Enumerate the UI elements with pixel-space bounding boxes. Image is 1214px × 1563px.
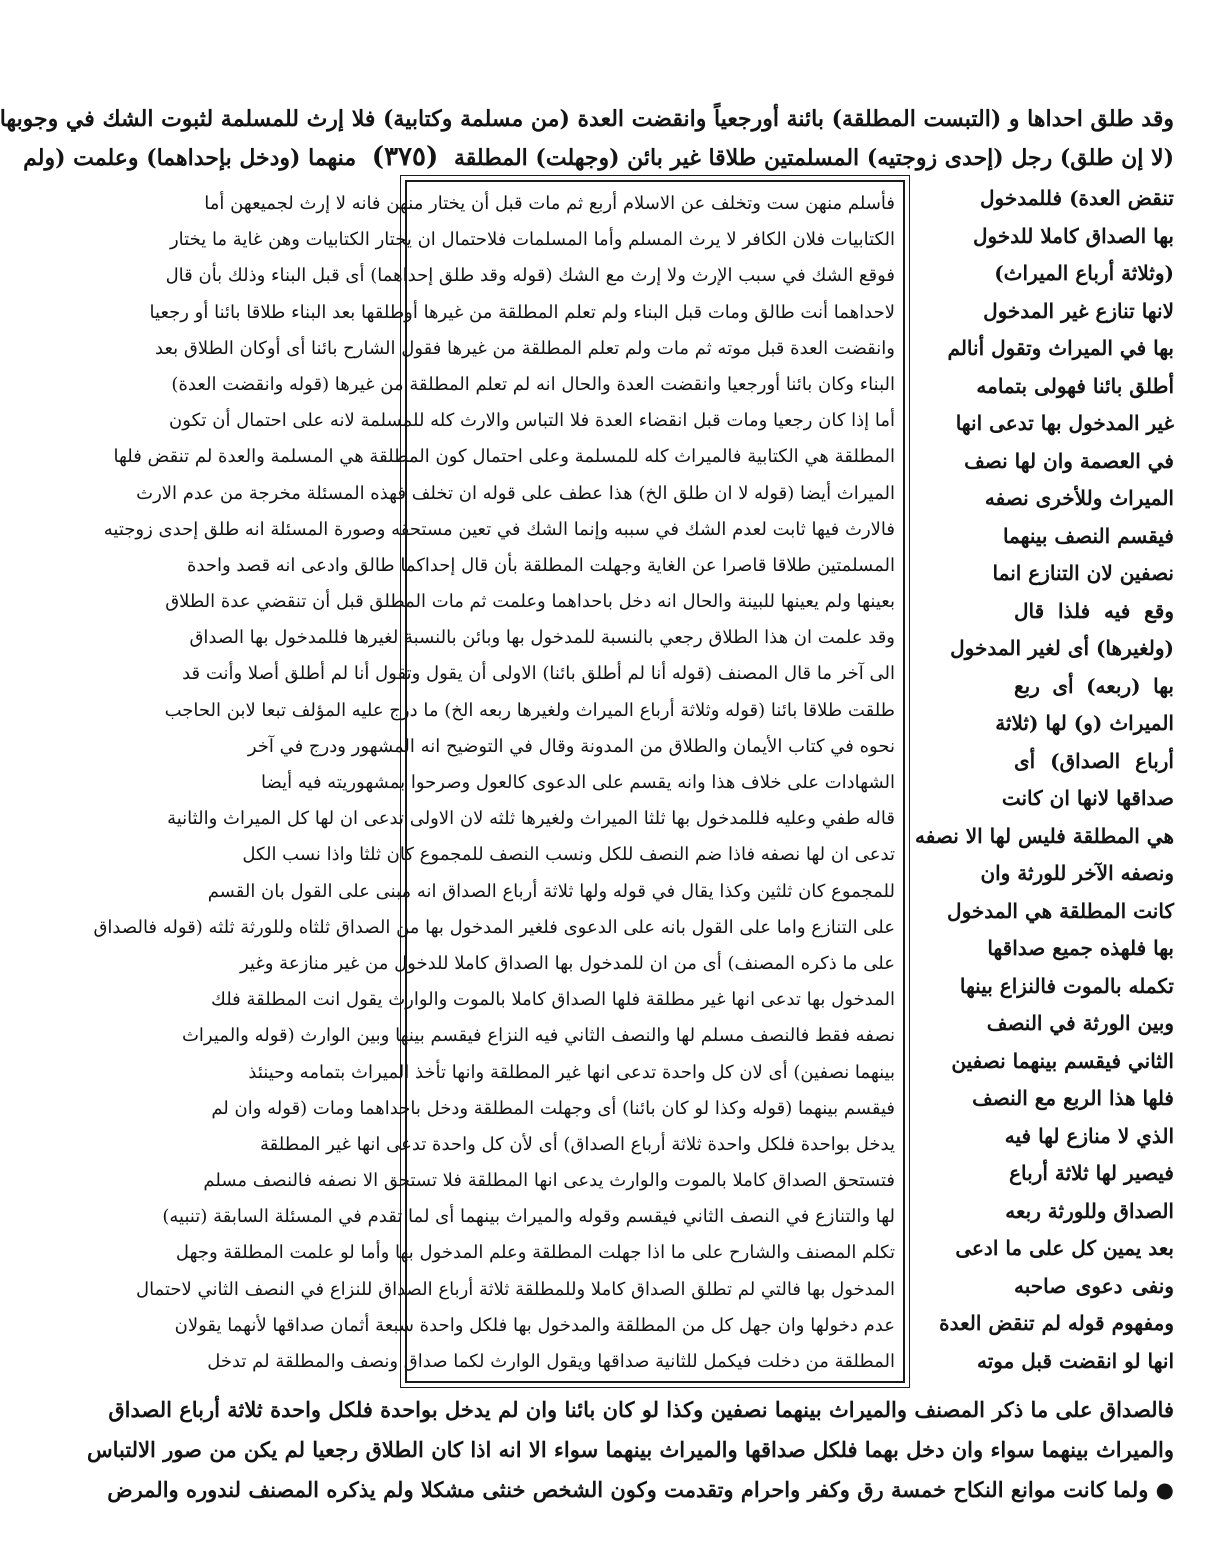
side-text-line: بعد يمين كل على ما ادعى [955, 1236, 1174, 1260]
main-text-line: تكلم المصنف والشارح على ما اذا جهلت المطلقة وعلم المدخول بها وأما لو علمت المطلقة وجهل [175, 1242, 895, 1264]
side-text-line: هي المطلقة فليس لها الا نصفه [915, 823, 1174, 848]
side-commentary-column [915, 180, 1174, 1385]
side-text-line: وقع فيه فلذا قال [1014, 598, 1174, 623]
main-text-line: فالارث فيها ثابت لعدم الشك في سببه وإنما الشك في تعين مستحقه وصورة المسئلة انه طلق إحدى زوجتيه [103, 518, 895, 540]
footer-text-line: ● ولما كانت موانع النكاح خمسة رق وكفر واحرام وتقدمت وكون الشخص خنثى مشكلا ولم يذكره المصنف لندوره والمرض [107, 1477, 1174, 1502]
side-text-line: تنقض العدة) فللمدخول [980, 186, 1174, 210]
main-text-line: الشهادات على خلاف هذا وانه يقسم على الدعوى كالعول وصرحوا بمشهوريته فيه أيضا [261, 772, 895, 793]
side-text-line: فلها هذا الربع مع النصف [972, 1086, 1174, 1110]
main-text-line: نحوه في كتاب الأيمان والطلاق من المدونة وقال في التوضيح انه المشهور ودرج في آخر [247, 735, 895, 757]
side-text-line: الميراث (و) لها (ثلاثة [995, 711, 1174, 735]
main-text-line: فيقسم بينهما (قوله وكذا لو كان بائنا) أى وجهلت المطلقة ودخل باحداهما ومات (قوله وان لم [211, 1097, 895, 1119]
side-text-line: وبين الورثة في النصف [986, 1011, 1174, 1035]
header-text [0, 100, 1174, 177]
side-text-line: غير المدخول بها تدعى انها [955, 411, 1174, 435]
side-text-line: بها فلهذه جميع صداقها [987, 936, 1174, 960]
footer-text-line: والميراث بينهما سواء وان دخل بهما فلكل صداقها والميراث بينهما سواء الا انه اذا كان الطلاق رجعيا لم يكن من صور الالتباس [86, 1437, 1174, 1462]
main-text-line: المطلقة هي الكتابية فالميراث كله للمسلمة وعلى احتمال كون المطلقة هي المسلمة والعدة لم تنقض فلها [113, 446, 895, 468]
main-text-line: على ما ذكره المصنف) أى من ان للمدخول بها الصداق كاملا للدخول من غير منازعة وغير [239, 952, 895, 974]
main-text-line: أما إذا كان رجعيا ومات قبل انقضاء العدة فلا التباس والارث كله للمسلمة لانه على احتمال أن تكون [169, 410, 895, 432]
side-text-line: في العصمة وان لها نصف [964, 448, 1174, 473]
footer-text-line: فالصداق على ما ذكر المصنف والميراث بينهما نصفين وكذا لو كان بائنا وان لم يدخل بواحدة فلكل واحدة ثلاثة أرباع الصداق [108, 1397, 1174, 1422]
side-text-line: بها (ربعه) أى ربع [1014, 673, 1174, 698]
main-text-line: تدعى ان لها نصفه فاذا ضم النصف للكل ونسب النصف للمجموع كان ثلثا واذا نسب الكل [242, 844, 895, 866]
side-text-line: كانت المطلقة هي المدخول [947, 898, 1174, 923]
side-text-line: صداقها لانها ان كانت [1001, 786, 1174, 810]
main-text-line: المسلمتين طلاقا قاصرا عن الغاية وجهلت المطلقة بأن قال إحداكما طالق وادعى انه قصد واحدة [186, 554, 895, 576]
main-text-line: فوقع الشك في سبب الإرث ولا إرث مع الشك (قوله وقد طلق إحداهما) أى قبل البناء وذلك بأن قال [165, 265, 895, 287]
side-text-line: نصفين لان التنازع انما [992, 561, 1174, 585]
main-text-line: نصفه فقط فالنصف مسلم لها والنصف الثاني فيه النزاع فيقسم بينها وبين الوارث (قوله والميراث [181, 1025, 895, 1047]
side-text-line: لانها تنازع غير المدخول [983, 298, 1174, 323]
main-text-line: البناء وكان بائنا أورجعيا وانقضت العدة والحال انه لم تعلم المطلقة من غيرها (قوله وانقضت العدة) [171, 373, 895, 395]
main-text-line: وقد علمت ان هذا الطلاق رجعي بالنسبة للمدخول بها وبائن بالنسبة لغيرها فللمدخول بها الصداق [189, 627, 895, 649]
main-text-line: طلقت طلاقا بائنا (قوله وثلاثة أرباع الميراث ولغيرها ربعه الخ) ما درج عليه المؤلف تبعا لابن الحاجب [164, 699, 895, 721]
header-line-2-start: (لا إن طلق) رجل (إحدى زوجتيه) المسلمتين طلاقا غير بائن (وجهلت) المطلقة [453, 145, 1174, 171]
main-text-line: بينهما نصفين) أى لان كل واحدة تدعى انها غير المطلقة وانها تأخذ الميراث بتمامه وحينئذ [248, 1061, 895, 1083]
side-text-line: تكمله بالموت فالنزاع بينها [959, 973, 1174, 998]
side-text-line: فيصير لها ثلاثة أرباع [1009, 1161, 1174, 1185]
side-text-line: ومفهوم قوله لم تنقض العدة [939, 1311, 1174, 1335]
side-text-line: بها في الميراث وتقول أنالم [947, 336, 1174, 360]
side-text-line: الثاني فيقسم بينهما نصفين [951, 1048, 1174, 1073]
side-text-line: أرباع الصداق) أى [1014, 748, 1174, 773]
main-text-line: الكتابيات فلان الكافر لا يرث المسلم وأما المسلمات فلاحتمال ان يختار الكتابيات وهن غاية ما يختار [169, 229, 895, 251]
main-text-line: عدم دخولها وان جهل كل من المطلقة والمدخول بها فلكل واحدة سبعة أثمان صداقها لأنهما يقولان [174, 1314, 895, 1336]
side-text-line: الذي لا منازع لها فيه [1004, 1123, 1174, 1148]
side-text-line: (وثلاثة أرباع الميراث) [994, 261, 1174, 285]
side-text-line: ونصفه الآخر للورثة وان [980, 861, 1174, 885]
main-text-line: على التنازع واما على القول بانه على الدعوى فلغير المدخول بها من الصداق ثلثاه وللورثة ثلثه (قوله فالصداق [93, 916, 895, 938]
header-line-2 [23, 138, 1174, 177]
main-text-line: للمجموع كان ثلثين وكذا يقال في قوله ولها ثلاثة أرباع الصداق انه مبنى على القول بان القسم [207, 880, 895, 902]
main-text-line: فتستحق الصداق كاملا بالموت والوارث يدعى انها المطلقة فلا تستحق الا نصفه فالنصف مسلم [203, 1170, 895, 1192]
main-text-line: المطلقة من دخلت فيكمل للثانية صداقها ويقول الوارث لكما صداق ونصف والمطلقة لم تدخل [207, 1351, 895, 1372]
side-text-line: فيقسم النصف بينهما [1002, 523, 1174, 548]
header-line-1: وقد طلق احداها و (التبست المطلقة) بائنة أورجعياً وانقضت العدة (من مسلمة وكتابية) فلا إرث للمسلمة لثبوت الشك في وجوبها [0, 106, 1174, 132]
footer-text [86, 1390, 1174, 1510]
main-text-line: بعينها ولم يعينها للبينة والحال انه دخل باحداهما وعلمت ثم مات المطلق قبل أن تنقضي عدة الطلاق [165, 591, 895, 613]
main-text-line: لها والتنازع في النصف الثاني فيقسم وقوله والميراث بينهما أى لما تقدم في المسئلة السابقة (تنبيه) [162, 1206, 895, 1228]
side-text-line: (ولغيرها) أى لغير المدخول [950, 636, 1174, 660]
main-text-line: المدخول بها تدعى انها غير مطلقة فلها الصداق كاملا بالموت والوارث يقول انت المطلقة فلك [211, 989, 895, 1011]
side-text-line: الميراث وللأخرى نصفه [984, 486, 1174, 510]
header-line-2-end: منهما (ودخل بإحداهما) وعلمت (ولم [23, 145, 357, 171]
side-text-line: الصداق وللورثة ربعه [1005, 1198, 1174, 1223]
side-text-line: بها الصداق كاملا للدخول [972, 223, 1174, 248]
main-text-line: الى آخر ما قال المصنف (قوله أنا لم أطلق بائنا) الاولى أن يقول وتقول أنا لم أطلق أصلا وأنت قد [182, 663, 895, 685]
main-text-line: يدخل بواحدة فلكل واحدة ثلاثة أرباع الصداق) أى لأن كل واحدة تدعى انها غير المطلقة [260, 1133, 895, 1155]
side-text-line: ونفى دعوى صاحبه [1014, 1273, 1174, 1298]
side-text-line: أطلق بائنا فهولى بتمامه [976, 373, 1174, 398]
main-text-line: فأسلم منهن ست وتخلف عن الاسلام أربع ثم مات قبل أن يختار منهن فانه لا إرث لجميعهن أما [204, 193, 895, 214]
main-text-line: المدخول بها فالتي لم تطلق الصداق كاملا وللمطلقة ثلاثة أرباع الصداق للنزاع في النصف الثاني لاحتمال [135, 1278, 895, 1300]
main-text-line: لاحداهما أنت طالق ومات قبل البناء ولم تعلم المطلقة من غيرها أوطلقها بعد البناء طلاقا بائنا أو رجعيا [149, 301, 895, 323]
page-number: (٣٧٥) [371, 142, 439, 172]
main-text-line: قاله طفي وعليه فللمدخول بها ثلثا الميراث ولغيرها ثلثه لان الاولى تدعى ان لها كل الميراث والثانية [167, 808, 895, 830]
main-text-line: الميراث أيضا (قوله لا ان طلق الخ) هذا عطف على قوله ان تخلف فهذه المسئلة مخرجة من عدم الارث [136, 482, 895, 504]
main-text-line: وانقضت العدة قبل موته ثم مات ولم تعلم المطلقة من غيرها فقول الشارح بائنا أى أوكان الطلاق بعد [155, 337, 895, 359]
main-commentary-column [93, 186, 895, 1378]
side-text-line: انها لو انقضت قبل موته [976, 1348, 1174, 1373]
